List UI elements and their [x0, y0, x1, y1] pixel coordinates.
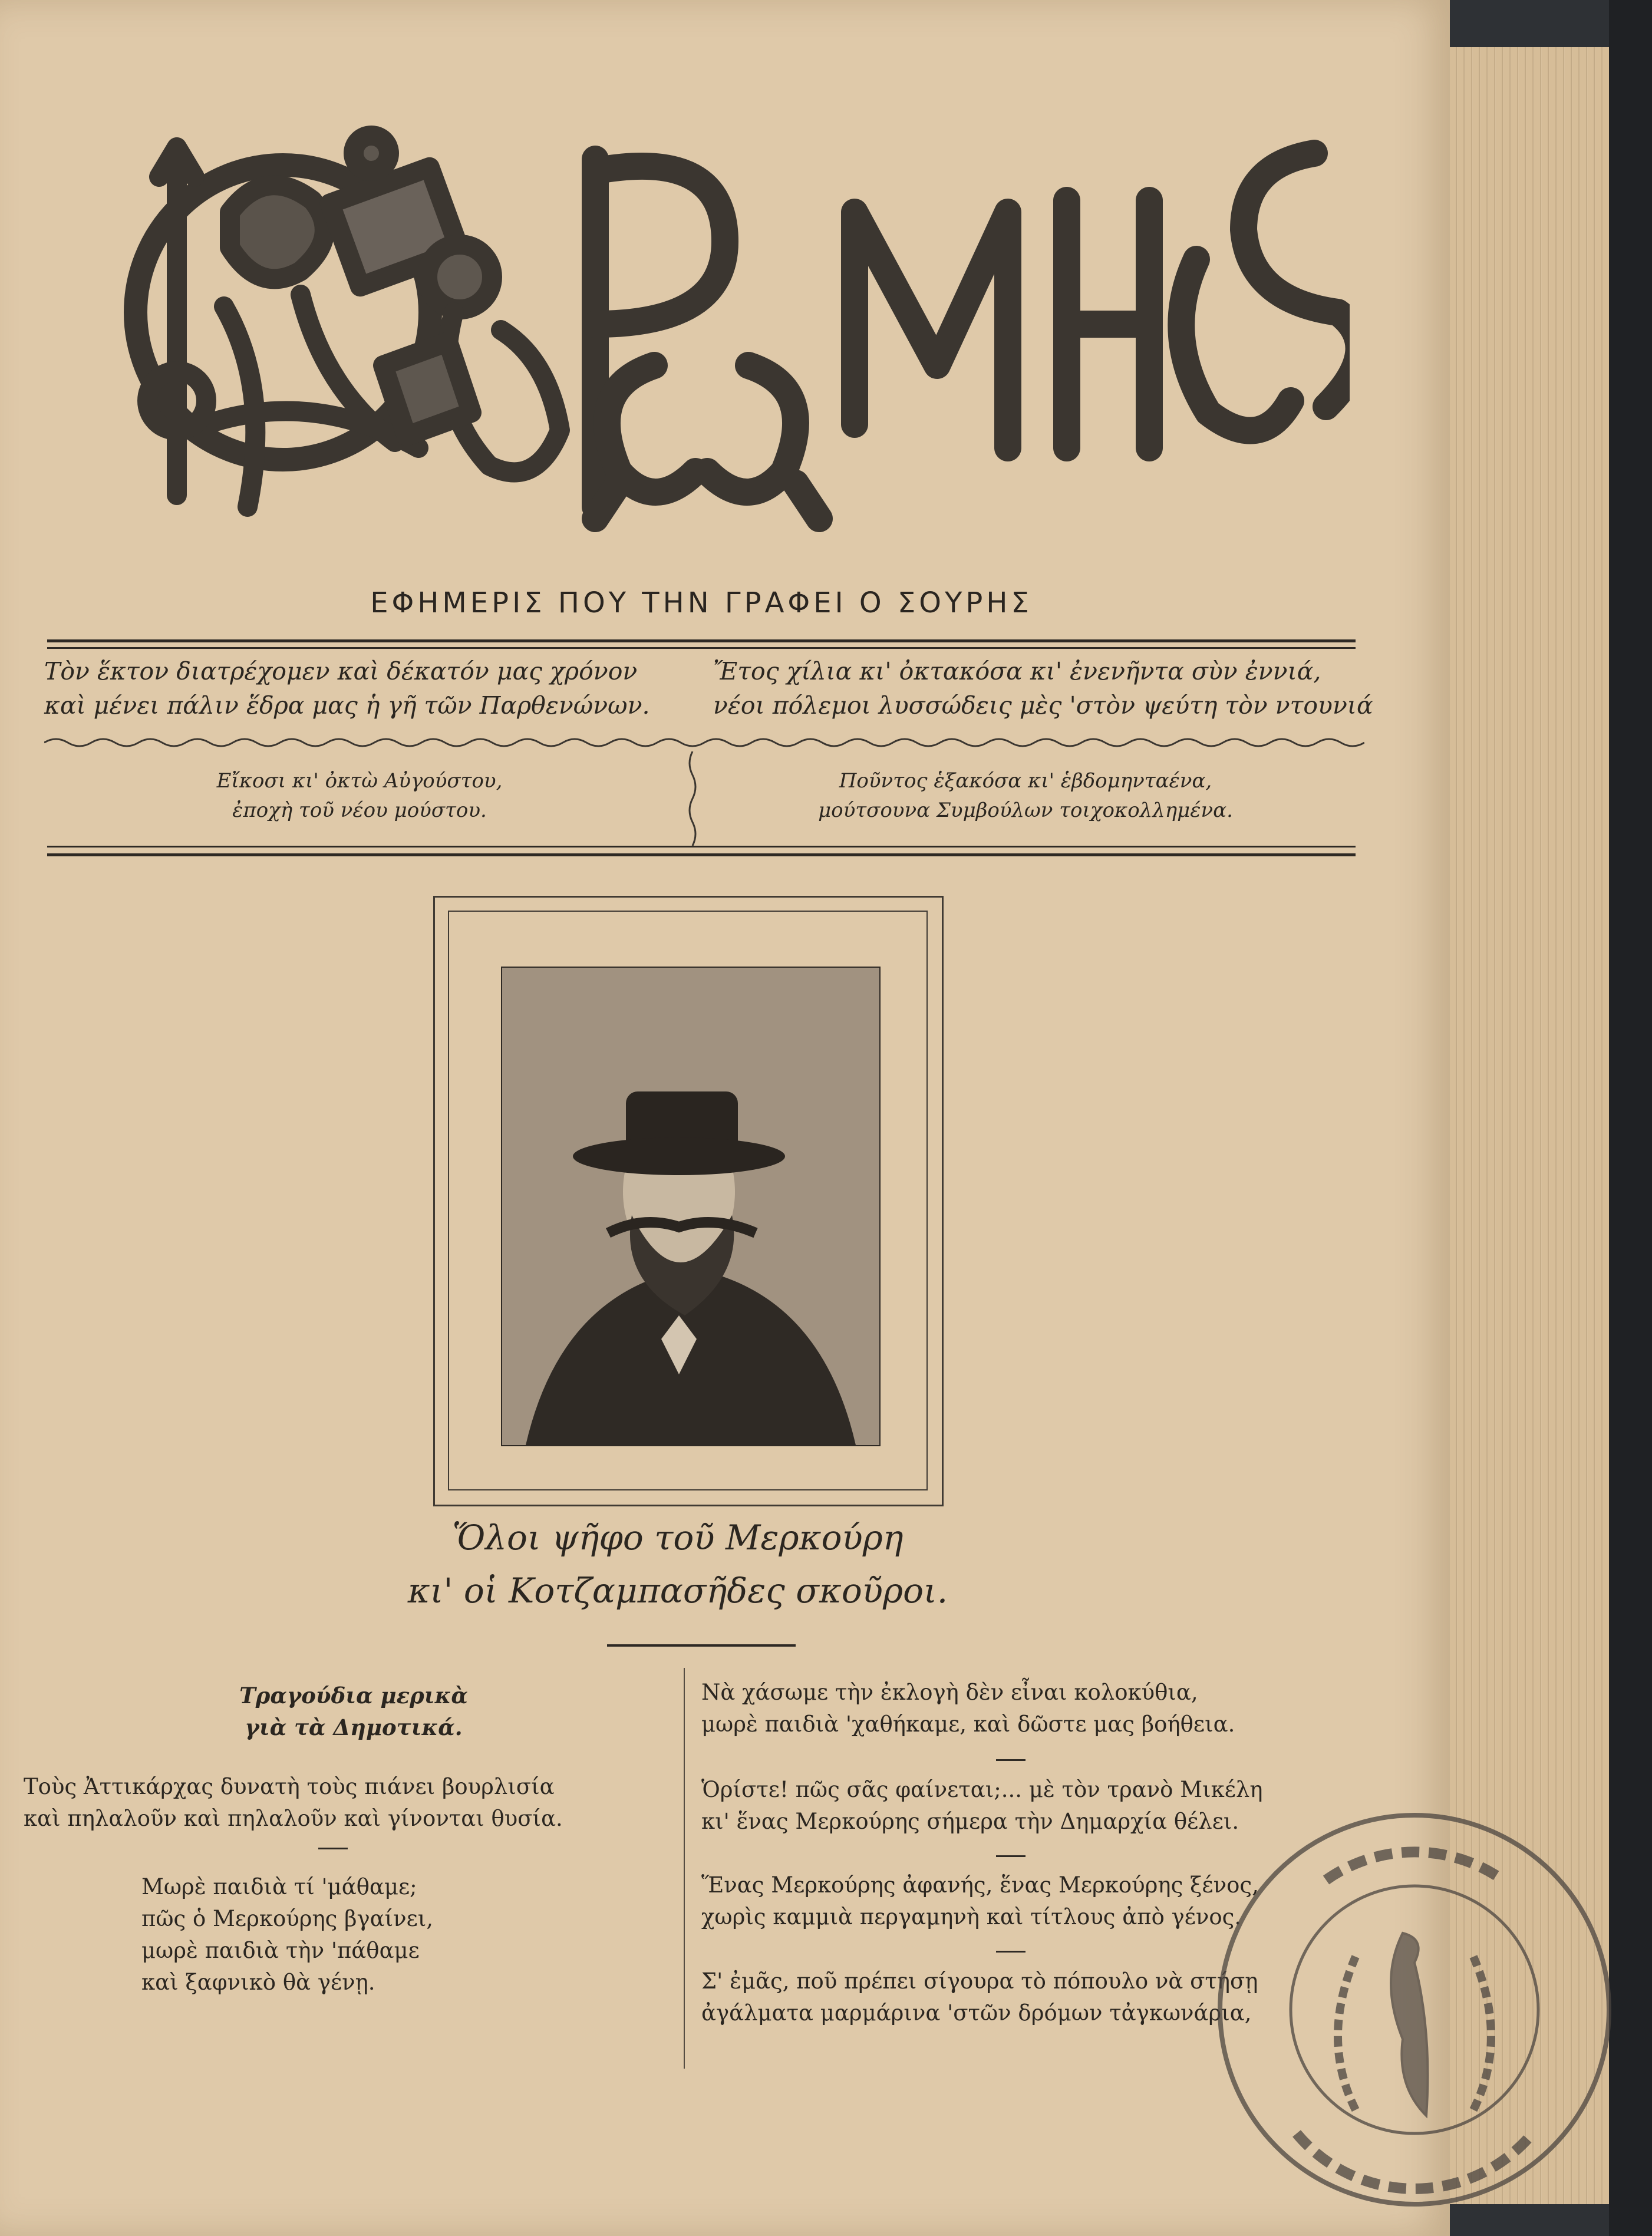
verse-line: Ἕνας Μερκούρης ἀφανής, ἕνας Μερκούρης ξένος, — [701, 1872, 1259, 1898]
verse-line: μωρὲ παιδιὰ τὴν 'πάθαμε — [141, 1938, 420, 1963]
header-left-line: Τὸν ἕκτον διατρέχομεν καὶ δέκατόν μας χρόνον — [44, 657, 638, 685]
verse-line: πῶς ὁ Μερκούρης βγαίνει, — [141, 1906, 434, 1931]
song-title-line-1: Τραγούδια μερικὰ — [239, 1683, 468, 1709]
verse-line: καὶ ξαφνικὸ θὰ γένῃ. — [141, 1970, 375, 1995]
verse-line: κι' ἕνας Μερκούρης σήμερα τὴν Δημαρχία θέλει. — [701, 1809, 1239, 1834]
left-stanza-2 — [141, 1871, 433, 1998]
verse-line: Νὰ χάσωμε τὴν ἐκλογὴ δὲν εἶναι κολοκύθια, — [701, 1680, 1198, 1705]
verse-line: Μωρὲ παιδιὰ τί 'μάθαμε; — [141, 1874, 417, 1899]
verse-line: καὶ πηλαλοῦν καὶ πηλαλοῦν καὶ γίνονται θυσία. — [24, 1806, 563, 1831]
right-stanza-2 — [701, 1774, 1263, 1838]
header-rule-bottom-thin — [47, 846, 1356, 847]
stanza-separator — [996, 1855, 1026, 1857]
date-right-line: Ποῦντος ἑξακόσα κι' ἑβδομηνταένα, — [839, 769, 1212, 793]
header-rule-bottom — [47, 853, 1356, 856]
date-left — [94, 766, 625, 825]
header-right-line: Ἔτος χίλια κι' ὀκτακόσα κι' ἐνενῆντα σὺν ἐννιά, — [713, 657, 1321, 685]
date-right-line: μούτσουνα Συμβούλων τοιχοκολλημένα. — [818, 799, 1233, 822]
masthead-logo — [88, 118, 1350, 566]
portrait-photo — [501, 967, 881, 1446]
verse-line: Τοὺς Ἀττικάρχας δυνατὴ τοὺς πιάνει βουρλισία — [24, 1774, 555, 1799]
masthead-subtitle: ΕΦΗΜΕΡΙΣ ΠΟΥ ΤΗΝ ΓΡΑΦΕΙ Ο ΣΟΥΡΗΣ — [370, 586, 1033, 619]
stanza-separator — [996, 1759, 1026, 1761]
stanza-separator — [996, 1951, 1026, 1953]
right-stanza-3 — [701, 1869, 1259, 1933]
date-left-line: Εἴκοσι κι' ὀκτὼ Αὐγούστου, — [216, 769, 503, 793]
caption-line-2: κι' οἱ Κοτζαμπασῆδες σκοῦροι. — [407, 1571, 948, 1611]
header-wavy-divider — [44, 734, 1364, 751]
song-title-line-2: γιὰ τὰ Δημοτικά. — [245, 1714, 463, 1740]
header-rule-top — [47, 639, 1356, 642]
right-stanza-1 — [701, 1677, 1235, 1740]
column-divider — [684, 1668, 685, 2069]
header-right-verse — [713, 654, 1373, 723]
right-stanza-4 — [701, 1965, 1258, 2029]
caption-line-1: Ὅλοι ψῆφο τοῦ Μερκούρη — [452, 1518, 904, 1558]
library-stamp — [1208, 1803, 1621, 2216]
left-column — [35, 1680, 672, 1743]
header-left-line: καὶ μένει πάλιν ἕδρα μας ἡ γῆ τῶν Παρθενώνων. — [44, 691, 650, 720]
stanza-separator — [318, 1848, 348, 1849]
header-left-verse — [44, 654, 650, 723]
date-right — [731, 766, 1320, 825]
verse-line: Σ' ἐμᾶς, ποῦ πρέπει σίγουρα τὸ πόπουλο νὰ στήσῃ — [701, 1968, 1258, 1994]
header-rule-top-thin — [47, 647, 1356, 649]
left-stanza-1 — [24, 1771, 563, 1835]
header-right-line: νέοι πόλεμοι λυσσώδεις μὲς 'στὸν ψεύτη τὸν ντουνιά — [713, 691, 1373, 720]
caption-rule — [607, 1644, 796, 1647]
date-left-line: ἐποχὴ τοῦ νέου μούστου. — [232, 799, 487, 822]
verse-line: μωρὲ παιδιὰ 'χαθήκαμε, καὶ δῶστε μας βοήθεια. — [701, 1711, 1235, 1737]
verse-line: χωρὶς καμμιὰ περγαμηνὴ καὶ τίτλους ἀπὸ γένος. — [701, 1904, 1242, 1930]
header-vertical-wavy — [684, 751, 701, 846]
verse-line: ἀγάλματα μαρμάρινα 'στῶν δρόμων τἀγκωνάρια, — [701, 2000, 1252, 2026]
verse-line: Ὁρίστε! πῶς σᾶς φαίνεται;... μὲ τὸν τρανὸ Μικέλη — [701, 1777, 1263, 1802]
masthead-illustration — [136, 136, 560, 507]
masthead-title-lettering — [595, 153, 1350, 519]
